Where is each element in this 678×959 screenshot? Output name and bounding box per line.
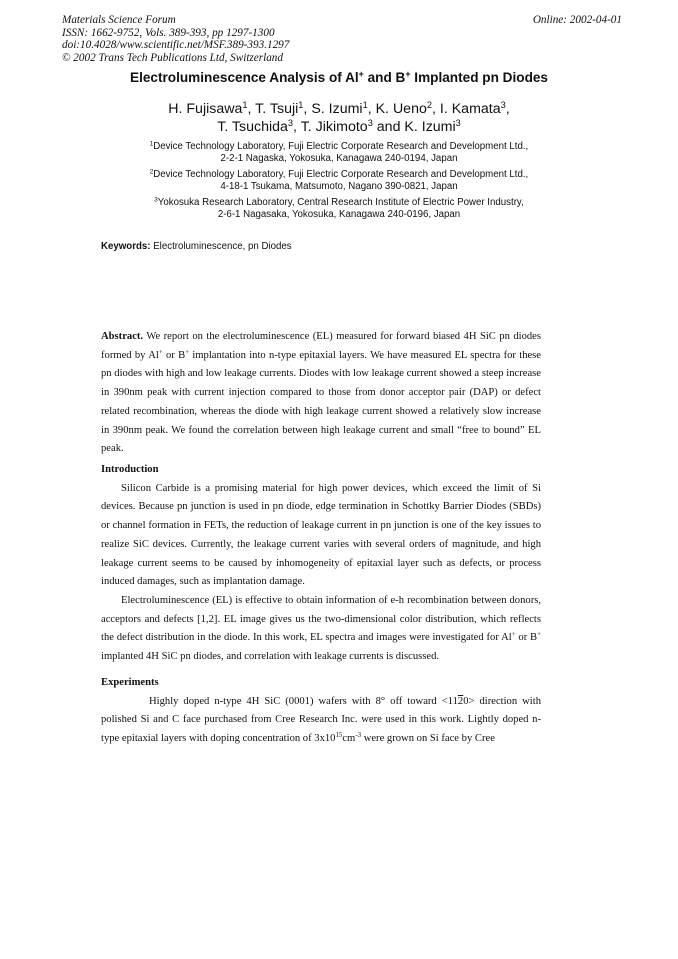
author: K. Izumi: [404, 119, 456, 135]
author: S. Izumi: [311, 101, 363, 117]
journal-copyright: © 2002 Trans Tech Publications Ltd, Switzerland: [62, 51, 283, 64]
paragraph: Highly doped n-type 4H SiC (0001) wafers with 8° off toward <1120> direction with polished Si and C face purchased from Cree Research Inc. were used in this work. Lightly doped n-type epitaxial layers with doping concentration of $3x10^{15}cm^{-3}$ were grown on Si face by Cree: [101, 695, 541, 745]
experiments-section: [101, 674, 541, 749]
author: K. Ueno: [375, 101, 427, 117]
author: I. Kamata: [439, 101, 501, 117]
keywords-label: Keywords:: [101, 241, 151, 252]
author-list: [0, 100, 678, 136]
affiliation-number: 2: [149, 168, 154, 176]
author: T. Tsuji: [255, 101, 299, 117]
author-affiliation-mark: 1: [362, 99, 368, 110]
author: T. Tsuchida: [217, 119, 288, 135]
author-affiliation-mark: 3: [500, 99, 506, 110]
affiliation-3: [0, 197, 678, 220]
affiliation-address: 4-18-1 Tsukama, Matsumoto, Nagano 390-0821, Japan: [220, 180, 458, 192]
author-affiliation-mark: 3: [367, 117, 373, 128]
author-affiliation-mark: 1: [242, 99, 248, 110]
online-date: Online: 2002-04-01: [532, 14, 622, 26]
affiliation-line: Device Technology Laboratory, Fuji Electric Corporate Research and Development Ltd.,: [153, 169, 529, 180]
keywords-text: Electroluminescence, pn Diodes: [150, 241, 292, 252]
section-heading: Experiments: [101, 677, 159, 688]
paragraph: Silicon Carbide is a promising material for high power devices, which exceed the limit of Si devices. Because pn junction is used in pn diode, edge termination in Schottky Barrier Diodes (SBDs) or channel formation in FETs, the reduction of leakage current in pn junction is one of the key issues to realize SiC devices. Currently, the leakage current varies with several orders of magnitude, and high leakage current seems to be caused by inhomogeneity of epitaxial layer such as defects, or process induced damages, such as implantation damage.: [101, 482, 541, 588]
affiliation-address: 2-2-1 Nagaska, Yokosuka, Kanagawa 240-0194, Japan: [220, 152, 458, 164]
author-line-2: T. Tsuchida$^3$, T. Jikimoto$^3$ and K. Izumi$^3$: [217, 117, 461, 135]
abstract-label: Abstract.: [101, 331, 144, 342]
author-affiliation-mark: 3: [455, 117, 461, 128]
affiliation-1: [0, 141, 678, 164]
author: H. Fujisawa: [168, 101, 243, 117]
journal-doi: doi:10.4028/www.scientific.net/MSF.389-393.1297: [62, 39, 290, 51]
author-affiliation-mark: 1: [298, 99, 304, 110]
keywords: [101, 241, 292, 252]
journal-header: [62, 14, 622, 64]
affiliation-2: [0, 169, 678, 192]
affiliation-line: Yokosuka Research Laboratory, Central Research Institute of Electric Power Industry,: [157, 197, 524, 208]
abstract: Abstract. We report on the electroluminescence (EL) measured for forward biased 4H SiC pn diodes formed by Al+ or B+ implantation into n-type epitaxial layers. We have measured EL spectra for these pn diodes with high and low leakage currents. Diodes with low leakage current showed a steep increase in 390nm peak with current injection compared to those from donor acceptor pair (DAP) or defect related recombination, whereas the diode with high leakage current showed a relatively slow increase in 390nm peak. We found the correlation between high leakage current and small “free to bound” EL peak.: [101, 331, 542, 455]
author-line-1: H. Fujisawa$^1$, T. Tsuji$^1$, S. Izumi$^1$, K. Ueno$^2$, I. Kamata$^3$,: [168, 99, 510, 117]
author-affiliation-mark: 3: [287, 117, 294, 128]
section-heading: Introduction: [101, 464, 159, 475]
author-affiliation-mark: 2: [426, 99, 432, 110]
journal-issn: ISSN: 1662-9752, Vols. 389-393, pp 1297-1300: [62, 26, 275, 39]
introduction-section: [101, 461, 541, 667]
affiliation-number: 3: [154, 196, 158, 204]
author: T. Jikimoto: [300, 119, 368, 135]
affiliation-number: 1: [149, 140, 154, 148]
affiliation-line: Device Technology Laboratory, Fuji Electric Corporate Research and Development Ltd.,: [153, 141, 529, 152]
paper-title: Electroluminescence Analysis of Al+ and B+ Implanted pn Diodes: [130, 69, 548, 85]
journal-name: Materials Science Forum: [62, 14, 176, 26]
affiliation-address: 2-6-1 Nagasaka, Yokosuka, Kanagawa 240-0196, Japan: [217, 208, 461, 220]
paragraph: Electroluminescence (EL) is effective to obtain information of e-h recombination between donors, acceptors and defects [1,2]. EL image gives us the two-dimensional color distribution, which reflects the defect distribution in the diode. In this work, EL spectra and images were investigated for Al+ or B+ implanted 4H SiC pn diodes, and correlation with leakage currents is discussed.: [101, 594, 541, 663]
